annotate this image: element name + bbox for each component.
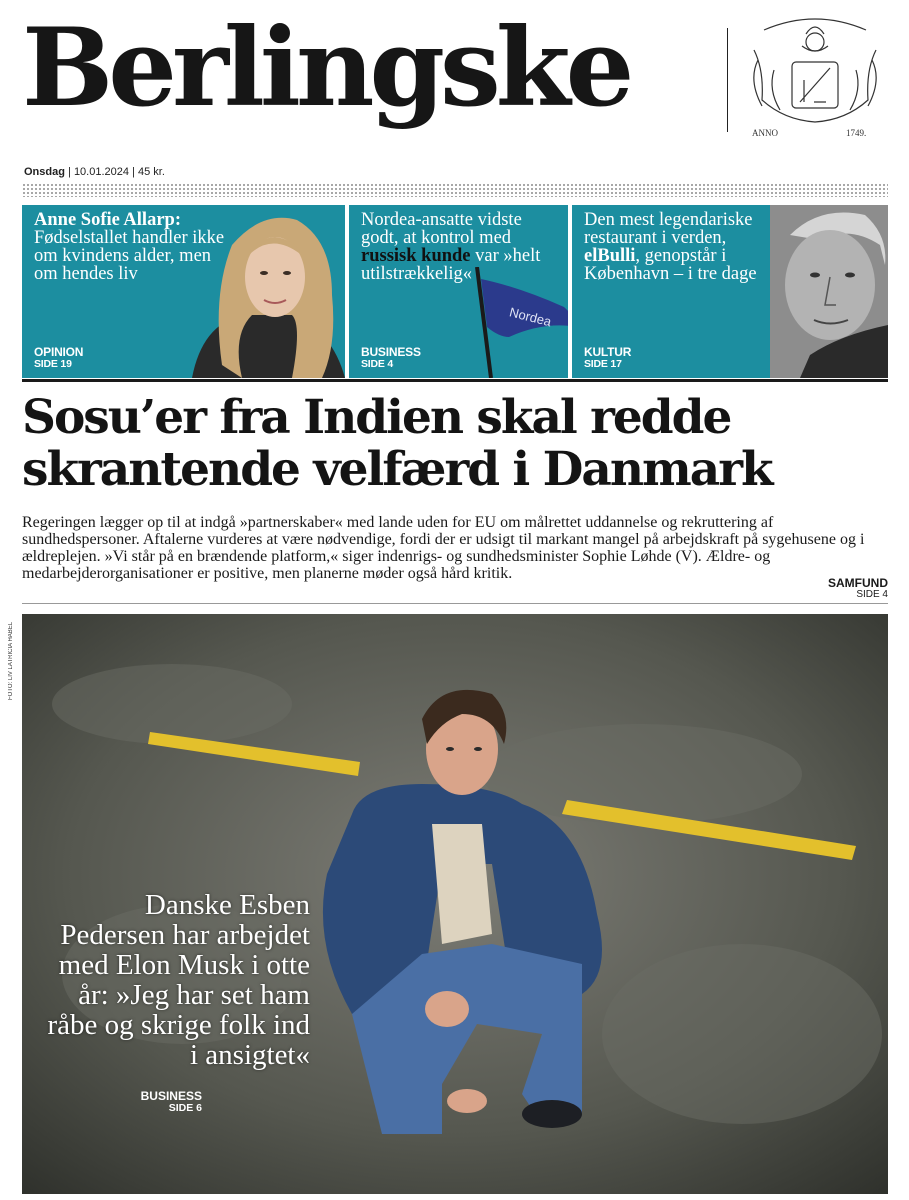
photo-section-ref[interactable]	[120, 1090, 202, 1114]
dateline-weekday: Onsdag	[24, 166, 65, 178]
section-label: BUSINESS	[140, 1089, 202, 1103]
dateline-separator: |	[132, 166, 138, 178]
nordea-flag-image	[469, 267, 568, 378]
dotted-divider	[22, 183, 888, 197]
teaser-text-end: , genopstår i København – i tre dage	[584, 246, 757, 284]
dateline-price: 45 kr.	[137, 166, 165, 178]
teaser-text: Fødselstallet handler ikke om kvindens alder, men om hendes liv	[34, 228, 225, 284]
teaser-kultur[interactable]	[572, 205, 888, 378]
main-lead-text: Regeringen lægger op til at indgå »partnerskaber« med lande uden for EU om målrettet uddannelse og rekruttering af sundhedspersoner. Aftalerne vurderes at være nødvendige, fordi der er udsigt til markant mangel på arbejdskraft på sygehusene og i ældreplejen. »Vi står på en brændende platform,« siger indenrigs- og sundhedsminister Sophie Løhde (V). Ældre- og medarbejderorganisationer er positive, men planerne møder også hård kritik.	[22, 514, 865, 582]
masthead-divider	[727, 28, 728, 132]
photo-credit: FOTO: LIV LATRICIA HABEL	[8, 621, 14, 700]
teaser-author: Anne Sofie Allarp:	[34, 210, 181, 230]
section-label: BUSINESS	[361, 345, 421, 359]
portrait-man-photo	[770, 205, 888, 378]
page-number: SIDE 4	[361, 358, 394, 370]
teaser-highlight: russisk kunde	[361, 246, 471, 266]
teaser-highlight: elBulli	[584, 246, 636, 266]
teaser-text-start: Nordea-ansatte vidste godt, at kontrol med	[361, 210, 522, 248]
dateline-date: 10.01.2024	[73, 166, 129, 178]
seal-text-right: 1749.	[846, 128, 867, 138]
teaser-text-start: Den mest legendariske restaurant i verden,	[584, 210, 753, 248]
dateline	[24, 166, 165, 178]
page-number: SIDE 19	[34, 358, 72, 370]
main-headline[interactable]: Sosu’er fra Indien skal redde skrantende velfærd i Danmark	[22, 390, 772, 497]
masthead-title: Berlingske	[22, 5, 630, 131]
section-label: KULTUR	[584, 345, 632, 359]
main-section-ref[interactable]	[812, 577, 888, 601]
dateline-separator: |	[68, 166, 74, 178]
teaser-bottom-rule	[22, 379, 888, 382]
teaser-text-end: var »helt utilstrækkelig«	[361, 246, 541, 284]
teaser-opinion[interactable]	[22, 205, 345, 378]
page-number: SIDE 4	[856, 589, 888, 600]
page-number: SIDE 17	[584, 358, 622, 370]
seal-text-left: ANNO	[752, 128, 778, 138]
lead-divider	[22, 603, 888, 604]
teaser-business[interactable]	[349, 205, 568, 378]
photo-quote[interactable]: Danske Esben Pedersen har arbejdet med Elon Musk i otte år: »Jeg har set ham råbe og skrige folk ind i ansigtet«	[47, 889, 310, 1071]
section-label: SAMFUND	[828, 576, 888, 590]
page-number: SIDE 6	[168, 1102, 202, 1114]
flag-label: Nordea	[507, 304, 553, 330]
section-label: OPINION	[34, 345, 84, 359]
seal-logo	[744, 10, 886, 142]
